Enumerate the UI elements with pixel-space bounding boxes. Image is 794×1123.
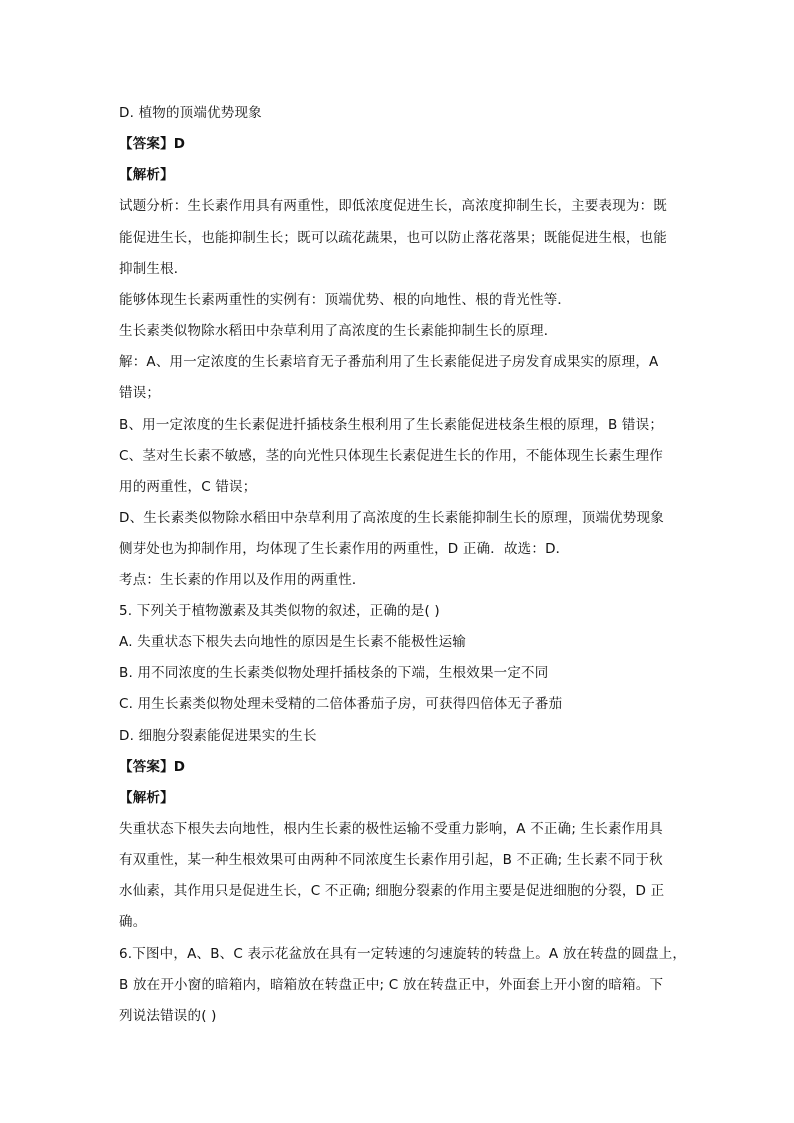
analysis-line: 有双重性，某一种生根效果可由两种不同浓度生长素作用引起，B 不正确; 生长素不同于秋 — [119, 852, 663, 868]
analysis-line: D、生长素类似物除水稻田中杂草利用了高浓度的生长素能抑制生长的原理，顶端优势现象 — [119, 510, 664, 526]
answer-label-q5: 【答案】D — [119, 759, 186, 775]
question-5-stem: 5. 下列关于植物激素及其类似物的叙述，正确的是( ) — [119, 603, 440, 619]
analysis-line: 用的两重性，C 错误； — [119, 479, 257, 495]
analysis-line: 水仙素，其作用只是促进生长，C 不正确; 细胞分裂素的作用主要是促进细胞的分裂，D 正 — [119, 883, 665, 899]
question-6-stem: 列说法错误的( ) — [119, 1008, 217, 1024]
analysis-line: 抑制生根． — [119, 261, 188, 277]
question-6-stem: 6.下图中，A、B、C 表示花盆放在具有一定转速的匀速旋转的转盘上。A 放在转盘的圆盘上， — [119, 946, 687, 962]
analysis-line: 错误； — [119, 385, 161, 401]
analysis-line: 生长素类似物除水稻田中杂草利用了高浓度的生长素能抑制生长的原理． — [119, 323, 558, 339]
analysis-line: 能促进生长，也能抑制生长；既可以疏花蔬果，也可以防止落花落果；既能促进生根，也能 — [119, 230, 667, 246]
question-5-option-c: C. 用生长素类似物处理未受精的二倍体番茄子房，可获得四倍体无子番茄 — [119, 696, 563, 712]
analysis-line: 能够体现生长素两重性的实例有：顶端优势、根的向地性、根的背光性等． — [119, 292, 572, 308]
analysis-line: C、茎对生长素不敏感，茎的向光性只体现生长素促进生长的作用，不能体现生长素生理作 — [119, 448, 663, 464]
option-d-q4: D. 植物的顶端优势现象 — [119, 105, 262, 121]
question-5-option-a: A. 失重状态下根失去向地性的原因是生长素不能极性运输 — [119, 634, 466, 650]
analysis-line: 解：A、用一定浓度的生长素培育无子番茄利用了生长素能促进子房发育成果实的原理，A — [119, 354, 659, 370]
exam-point-line: 考点：生长素的作用以及作用的两重性． — [119, 572, 366, 588]
analysis-line: 确。 — [119, 914, 147, 930]
answer-label-q4: 【答案】D — [119, 136, 186, 152]
analysis-line: 试题分析：生长素作用具有两重性，即低浓度促进生长，高浓度抑制生长，主要表现为：既 — [119, 198, 667, 214]
analysis-label-q4: 【解析】 — [119, 167, 174, 183]
question-5-option-b: B. 用不同浓度的生长素类似物处理扦插枝条的下端，生根效果一定不同 — [119, 665, 549, 681]
question-6-stem: B 放在开小窗的暗箱内，暗箱放在转盘正中; C 放在转盘正中，外面套上开小窗的暗箱。下 — [119, 977, 664, 993]
question-5-option-d: D. 细胞分裂素能促进果实的生长 — [119, 728, 317, 744]
analysis-line: 失重状态下根失去向地性，根内生长素的极性运输不受重力影响，A 不正确; 生长素作用具 — [119, 821, 663, 837]
analysis-label-q5: 【解析】 — [119, 790, 174, 806]
analysis-line: B、用一定浓度的生长素促进扦插枝条生根利用了生长素能促进枝条生根的原理，B 错误； — [119, 417, 664, 433]
analysis-line: 侧芽处也为抑制作用，均体现了生长素作用的两重性，D 正确．故选：D． — [119, 541, 570, 557]
